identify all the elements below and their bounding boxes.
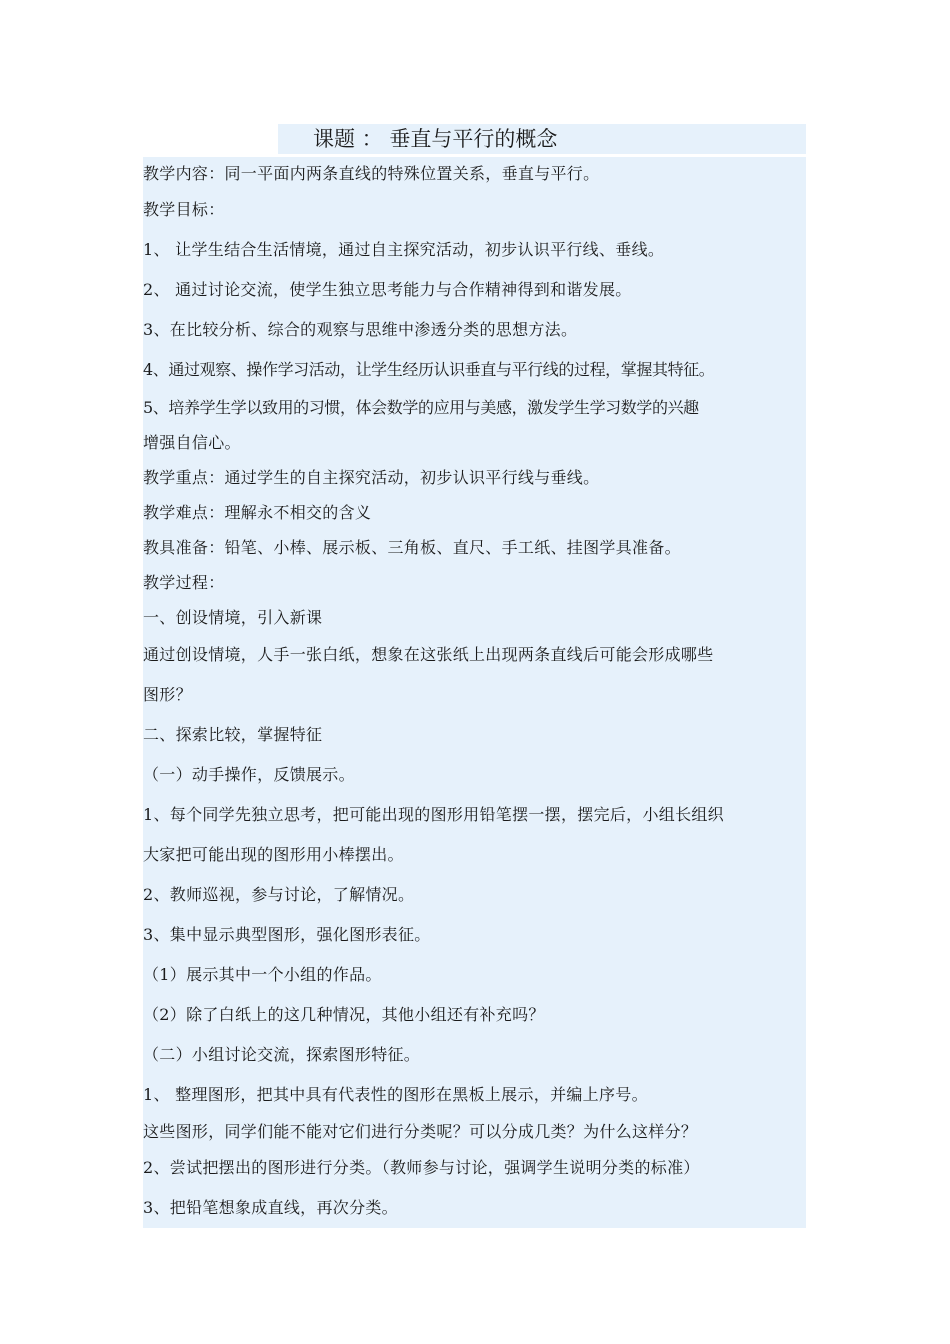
paragraph-step-3: 3、集中显示典型图形，强化图形表征。 xyxy=(143,915,806,955)
paragraph-goal-3: 3、在比较分析、综合的观察与思维中渗透分类的思想方法。 xyxy=(143,310,806,350)
paragraph-teaching-goals-heading: 教学目标： xyxy=(143,190,806,230)
paragraph-section-1-cont: 图形？ xyxy=(143,675,806,715)
paragraph-goal-1: 1、 让学生结合生活情境，通过自主探究活动，初步认识平行线、垂线。 xyxy=(143,230,806,270)
document-body xyxy=(143,124,806,1228)
section-heading-1: 一、创设情境，引入新课 xyxy=(143,600,806,635)
paragraph-item-2: （2）除了白纸上的这几种情况，其他小组还有补充吗？ xyxy=(143,995,806,1035)
paragraph-item-1: （1）展示其中一个小组的作品。 xyxy=(143,955,806,995)
title-row xyxy=(143,124,806,154)
paragraph-goal-5: 5、培养学生学以致用的习惯，体会数学的应用与美感，激发学生学习数学的兴趣 xyxy=(143,390,806,425)
subsection-heading-1: （一）动手操作，反馈展示。 xyxy=(143,755,806,795)
paragraph-reclassify-step: 3、把铅笔想象成直线，再次分类。 xyxy=(143,1188,806,1228)
paragraph-organize-step: 1、 整理图形，把其中具有代表性的图形在黑板上展示，并编上序号。 xyxy=(143,1075,806,1115)
paragraph-step-1: 1、每个同学先独立思考，把可能出现的图形用铅笔摆一摆，摆完后，小组长组织 xyxy=(143,795,806,835)
paragraph-classify-step: 2、尝试把摆出的图形进行分类。（教师参与讨论，强调学生说明分类的标准） xyxy=(143,1148,806,1188)
section-heading-2: 二、探索比较，掌握特征 xyxy=(143,715,806,755)
paragraph-section-1: 通过创设情境，人手一张白纸，想象在这张纸上出现两条直线后可能会形成哪些 xyxy=(143,635,806,675)
paragraph-goal-5-cont: 增强自信心。 xyxy=(143,425,806,460)
paragraph-step-2: 2、教师巡视，参与讨论，了解情况。 xyxy=(143,875,806,915)
paragraph-goal-4: 4、通过观察、操作学习活动，让学生经历认识垂直与平行线的过程，掌握其特征。 xyxy=(143,350,806,390)
paragraph-step-1-cont: 大家把可能出现的图形用小棒摆出。 xyxy=(143,835,806,875)
paragraph-difficulty: 教学难点：理解永不相交的含义 xyxy=(143,495,806,530)
paragraph-key-point: 教学重点：通过学生的自主探究活动，初步认识平行线与垂线。 xyxy=(143,460,806,495)
paragraph-question: 这些图形，同学们能不能对它们进行分类呢？可以分成几类？为什么这样分？ xyxy=(143,1115,806,1148)
paragraph-teaching-content: 教学内容：同一平面内两条直线的特殊位置关系，垂直与平行。 xyxy=(143,157,806,190)
subsection-heading-2: （二）小组讨论交流，探索图形特征。 xyxy=(143,1035,806,1075)
paragraph-goal-2: 2、 通过讨论交流，使学生独立思考能力与合作精神得到和谐发展。 xyxy=(143,270,806,310)
page-title: 课题 ： 垂直与平行的概念 xyxy=(313,127,558,151)
paragraph-process-heading: 教学过程： xyxy=(143,565,806,600)
paragraph-materials: 教具准备：铅笔、小棒、展示板、三角板、直尺、手工纸、挂图学具准备。 xyxy=(143,530,806,565)
